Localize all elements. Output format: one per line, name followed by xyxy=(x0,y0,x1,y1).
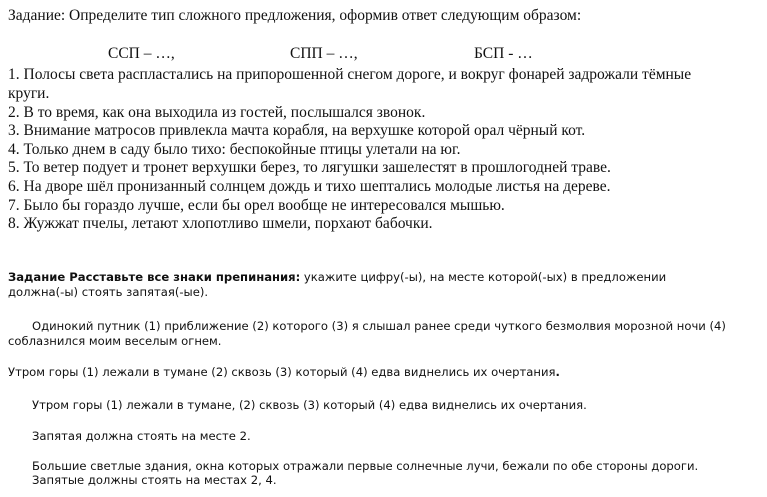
example-line2: Запятые должны стоять на местах 2, 4. xyxy=(32,473,277,487)
task1-heading: Задание: Определите тип сложного предложения, оформив ответ следующим образом: xyxy=(8,7,582,24)
answer-format-ssp: ССП – …, xyxy=(108,45,175,62)
task2-heading-line2: должна(-ы) стоять запятая(-ые). xyxy=(8,285,209,299)
answer-sentence: Утром горы (1) лежали в тумане, (2) сквозь (3) который (4) едва виднелись их очертания. xyxy=(32,398,587,412)
sentence1-line2: соблазнился моим веселым огнем. xyxy=(8,334,222,348)
sentence1-line1: Одинокий путник (1) приближение (2) которого (3) я слышал ранее среди чуткого безмолвия морозной ночи (4) xyxy=(32,319,726,333)
task1-item: 7. Было бы гораздо лучше, если бы орел вообще не интересовался мышью. xyxy=(8,197,505,214)
example-line1: Большие светлые здания, окна которых отражали первые солнечные лучи, бежали по обе стороны дороги. xyxy=(32,459,699,473)
answer-format-bsp: БСП - … xyxy=(474,45,533,62)
task1-item: 5. То ветер подует и тронет верхушки берез, то лягушки зашелестят в прошлогодней траве. xyxy=(8,159,611,176)
answer-format-spp: СПП – …, xyxy=(290,45,358,62)
task1-item: 3. Внимание матросов привлекла мачта корабля, на верхушке которой орал чёрный кот. xyxy=(8,122,586,139)
sentence2 xyxy=(8,365,560,380)
task2-heading-bold: Задание Расставьте все знаки препинания: xyxy=(8,270,301,284)
task2-heading xyxy=(8,270,666,285)
answer-text: Запятая должна стоять на месте 2. xyxy=(32,429,251,443)
task1-item: круги. xyxy=(8,85,50,102)
task2-heading-rest: укажите цифру(-ы), на месте которой(-ых) в предложении xyxy=(300,270,667,284)
task1-item: 8. Жужжат пчелы, летают хлопотливо шмели, порхают бабочки. xyxy=(8,215,433,232)
task1-item: 2. В то время, как она выходила из гостей, послышался звонок. xyxy=(8,104,426,121)
task1-item: 1. Полосы света распластались на припорошенной снегом дороге, и вокруг фонарей задрожали тёмные xyxy=(8,66,692,83)
task1-item: 6. На дворе шёл пронизанный солнцем дождь и тихо шептались молодые листья на дереве. xyxy=(8,178,611,195)
task1-item: 4. Только днем в саду было тихо: беспокойные птицы улетали на юг. xyxy=(8,141,461,158)
sentence2-period: . xyxy=(555,365,560,379)
sentence2-text: Утром горы (1) лежали в тумане (2) сквозь (3) который (4) едва виднелись их очертания xyxy=(8,365,556,379)
